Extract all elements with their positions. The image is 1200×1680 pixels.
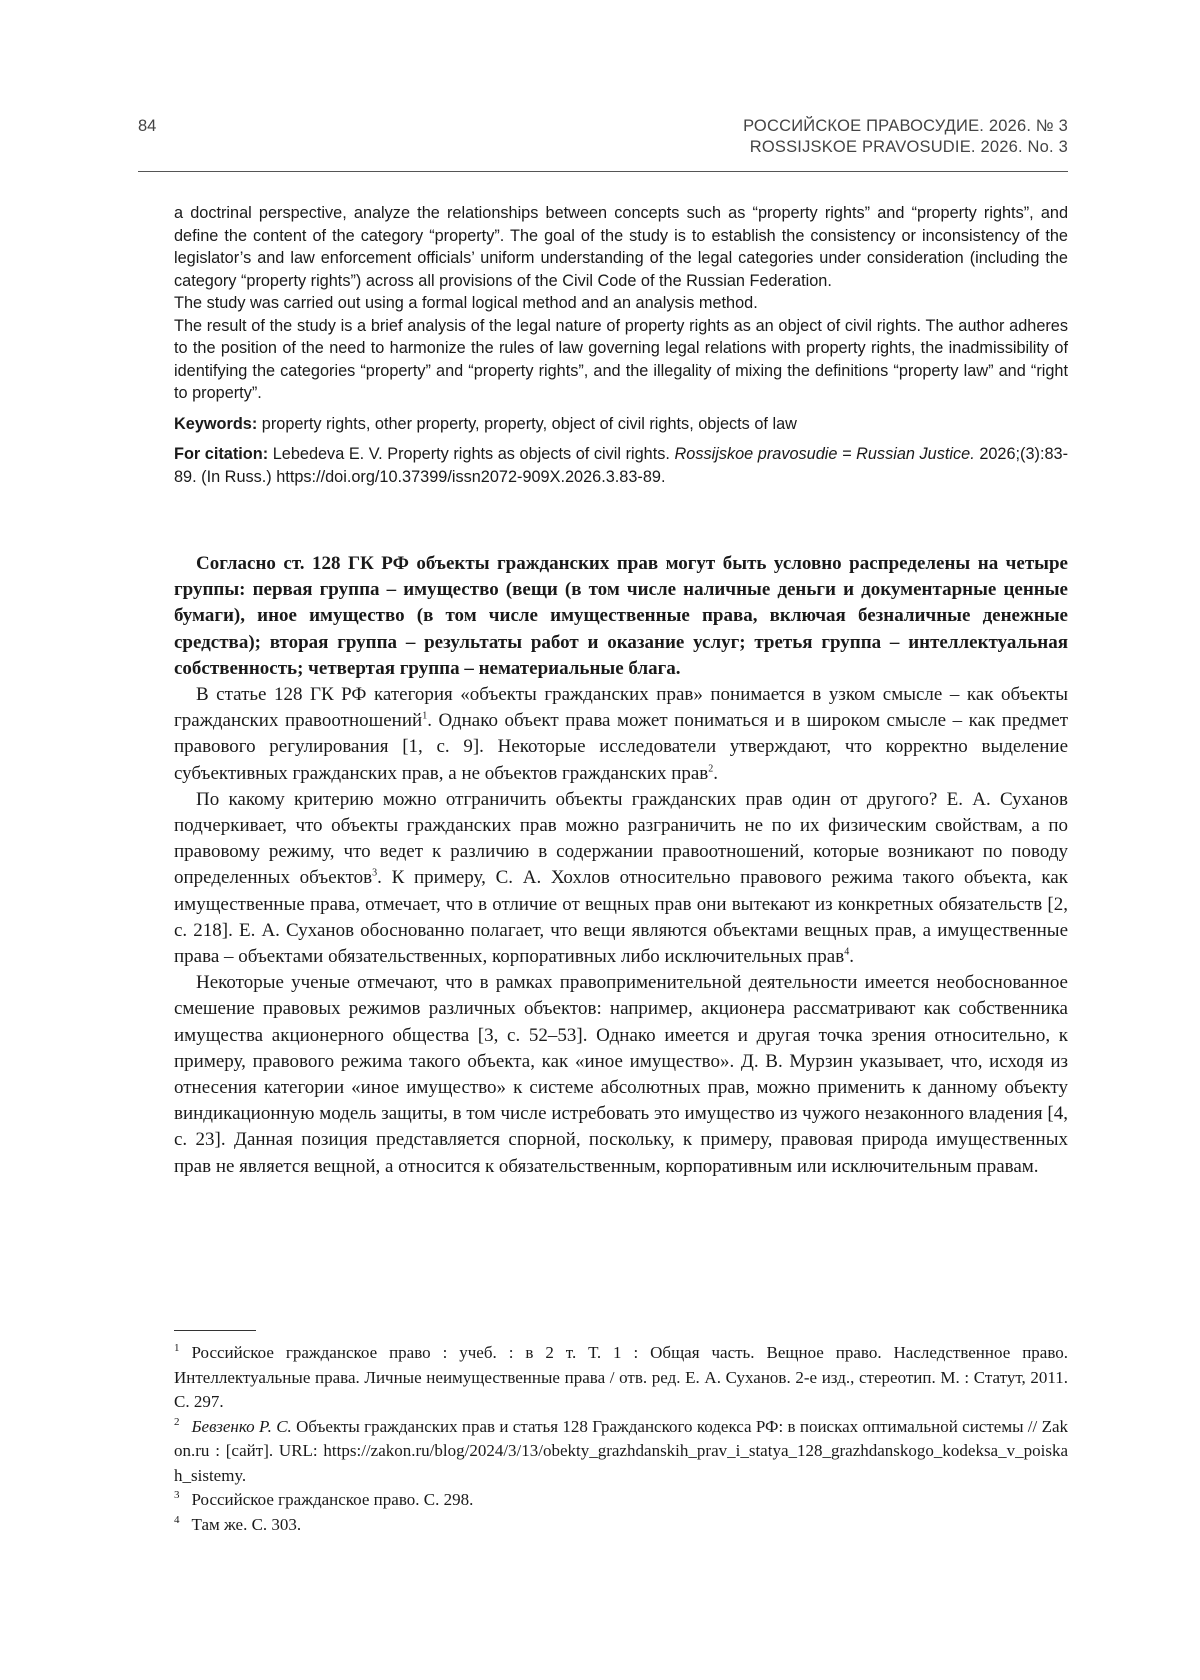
- keywords-label: Keywords:: [174, 414, 258, 433]
- article-body: [174, 551, 1068, 1180]
- footnote-text: Российское гражданское право. С. 298.: [191, 1490, 474, 1509]
- body-text: По какому критерию можно отграничить объекты гражданских прав один от другого? Е. А. Суханов подчеркивает, что объекты гражданских прав можно разграничить не по их физическим свойствам, а по правовому режиму, что ведет к различию в содержании правоотношений, которые возникают по поводу определенных объектов: [174, 788, 1068, 889]
- footnote-number: 1: [174, 1342, 180, 1355]
- footnote-ref[interactable]: 4: [844, 946, 850, 958]
- footnote-ref[interactable]: 1: [422, 710, 428, 722]
- body-text: .: [713, 762, 719, 784]
- citation-authors: Lebedeva E. V. Property rights as objects of civil rights.: [272, 445, 670, 463]
- footnote-divider: [174, 1330, 256, 1331]
- abstract: [174, 202, 1068, 488]
- footnote-text: Объекты гражданских прав и статья 128 Гражданского кодекса РФ: в поисках оптимальной системы // Zakon.ru : [сайт]. URL: https://zakon.ru/blog/2024/3/13/obekty_grazhdanskih_prav_i_statya_128_grazhdanskogo_kodeksa_v_poiskah_sistemy.: [174, 1416, 1068, 1485]
- footnote-author: Бевзенко Р. С.: [191, 1416, 292, 1436]
- body-text: . Однако объект права может пониматься и в широком смысле – как предмет правового регулирования [1, с. 9]. Некоторые исследователи утверждают, что корректно выделение субъективных гражданских прав, а не объектов гражданских прав: [174, 710, 1068, 784]
- citation: [174, 443, 1068, 488]
- footnote: [174, 1415, 1068, 1489]
- citation-journal: Rossijskoe pravosudie = Russian Justice.: [674, 445, 975, 463]
- footnote-text: Там же. С. 303.: [191, 1514, 302, 1534]
- journal-title: [743, 116, 1068, 158]
- header-divider: [138, 171, 1068, 172]
- footnote: [174, 1513, 1068, 1538]
- body-text: . К примеру, С. А. Хохлов относительно правового режима такого объекта, как имущественные права, отмечает, что в отличие от вещных прав они вытекают из конкретных обязательств [2, с. 218]. Е. А. Суханов обоснованно полагает, что вещи являются объектами вещных прав, а имущественные права – объектами обязательственных, корпоративных либо исключительных прав: [174, 867, 1068, 968]
- footnote: [174, 1341, 1068, 1415]
- body-paragraph: Некоторые ученые отмечают, что в рамках правоприменительной деятельности имеется необоснованное смешение правовых режимов различных объектов: например, акционера рассматривают как собственника имущества акционерного общества [3, с. 52–53]. Однако имеется и другая точка зрения относительно, к примеру, правового режима такого объекта, как «иное имущество». Д. В. Мурзин указывает, что, исходя из отнесения категории «иное имущество» к системе абсолютных прав, можно применить к данному объекту виндикационную модель защиты, в том числе истребовать это имущество из чужого незаконного владения [4, с. 23]. Данная позиция представляется спорной, поскольку, к примеру, правовая природа имущественных прав не является вещной, а относится к обязательственным, корпоративным или исключительным правам.: [174, 972, 1068, 1177]
- footnote-number: 2: [174, 1415, 180, 1428]
- body-text: В статье 128 ГК РФ категория «объекты гражданских прав» понимается в узком смысле – как объекты гражданских правоотношений: [174, 684, 1068, 732]
- body-paragraph: [174, 682, 1068, 787]
- citation-details: 2026;(3):83-89. (In Russ.) https://doi.org/10.37399/issn2072-909X.2026.3.83-89.: [174, 445, 1069, 486]
- keywords: [174, 413, 1068, 436]
- footnote-ref[interactable]: 2: [708, 763, 714, 775]
- journal-title-ru: РОССИЙСКОЕ ПРАВОСУДИЕ. 2026. № 3: [743, 117, 1068, 135]
- abstract-paragraph: The result of the study is a brief analysis of the legal nature of property rights as an object of civil rights. The author adheres to the position of the need to harmonize the rules of law governing legal relations with property rights, the inadmissibility of identifying the categories “property” and “property rights”, and the illegality of mixing the definitions “property law” and “right to property”.: [174, 316, 1068, 402]
- abstract-paragraph: a doctrinal perspective, analyze the relationships between concepts such as “property rights” and “property rights”, and define the content of the category “property”. The goal of the study is to establish the consistency or inconsistency of the legislator’s and law enforcement officials’ uniform understanding of the legal categories under consideration (including the category “property rights”) across all provisions of the Civil Code of the Russian Federation.: [174, 204, 1068, 290]
- page-number: 84: [138, 117, 157, 135]
- footnote-ref[interactable]: 3: [372, 868, 378, 880]
- citation-label: For citation:: [174, 445, 269, 463]
- footnote-number: 3: [174, 1489, 180, 1502]
- footnote-text: Российское гражданское право : учеб. : в 2 т. Т. 1 : Общая часть. Вещное право. Наследственное право. Интеллектуальные права. Личные неимущественные права / отв. ред. Е. А. Суханов. 2-е изд., стереотип. М. : Статут, 2011. С. 297.: [174, 1343, 1068, 1411]
- footnote: [174, 1488, 1068, 1513]
- footnotes: [174, 1341, 1068, 1537]
- footnote-number: 4: [174, 1513, 180, 1526]
- body-text: .: [849, 946, 854, 968]
- journal-title-en: ROSSIJSKOE PRAVOSUDIE. 2026. No. 3: [749, 138, 1068, 156]
- body-paragraph: [174, 787, 1068, 970]
- keywords-text: property rights, other property, property, object of civil rights, objects of law: [261, 414, 797, 433]
- lead-paragraph: Согласно ст. 128 ГК РФ объекты гражданских прав могут быть условно распределены на четыре группы: первая группа – имущество (вещи (в том числе наличные деньги и документарные ценные бумаги), иное имущество (в том числе имущественные права, включая безналичные денежные средства); вторая группа – результаты работ и оказание услуг; третья группа – интеллектуальная собственность; четвертая группа – нематериальные блага.: [174, 553, 1068, 679]
- abstract-paragraph: The study was carried out using a formal logical method and an analysis method.: [174, 294, 758, 312]
